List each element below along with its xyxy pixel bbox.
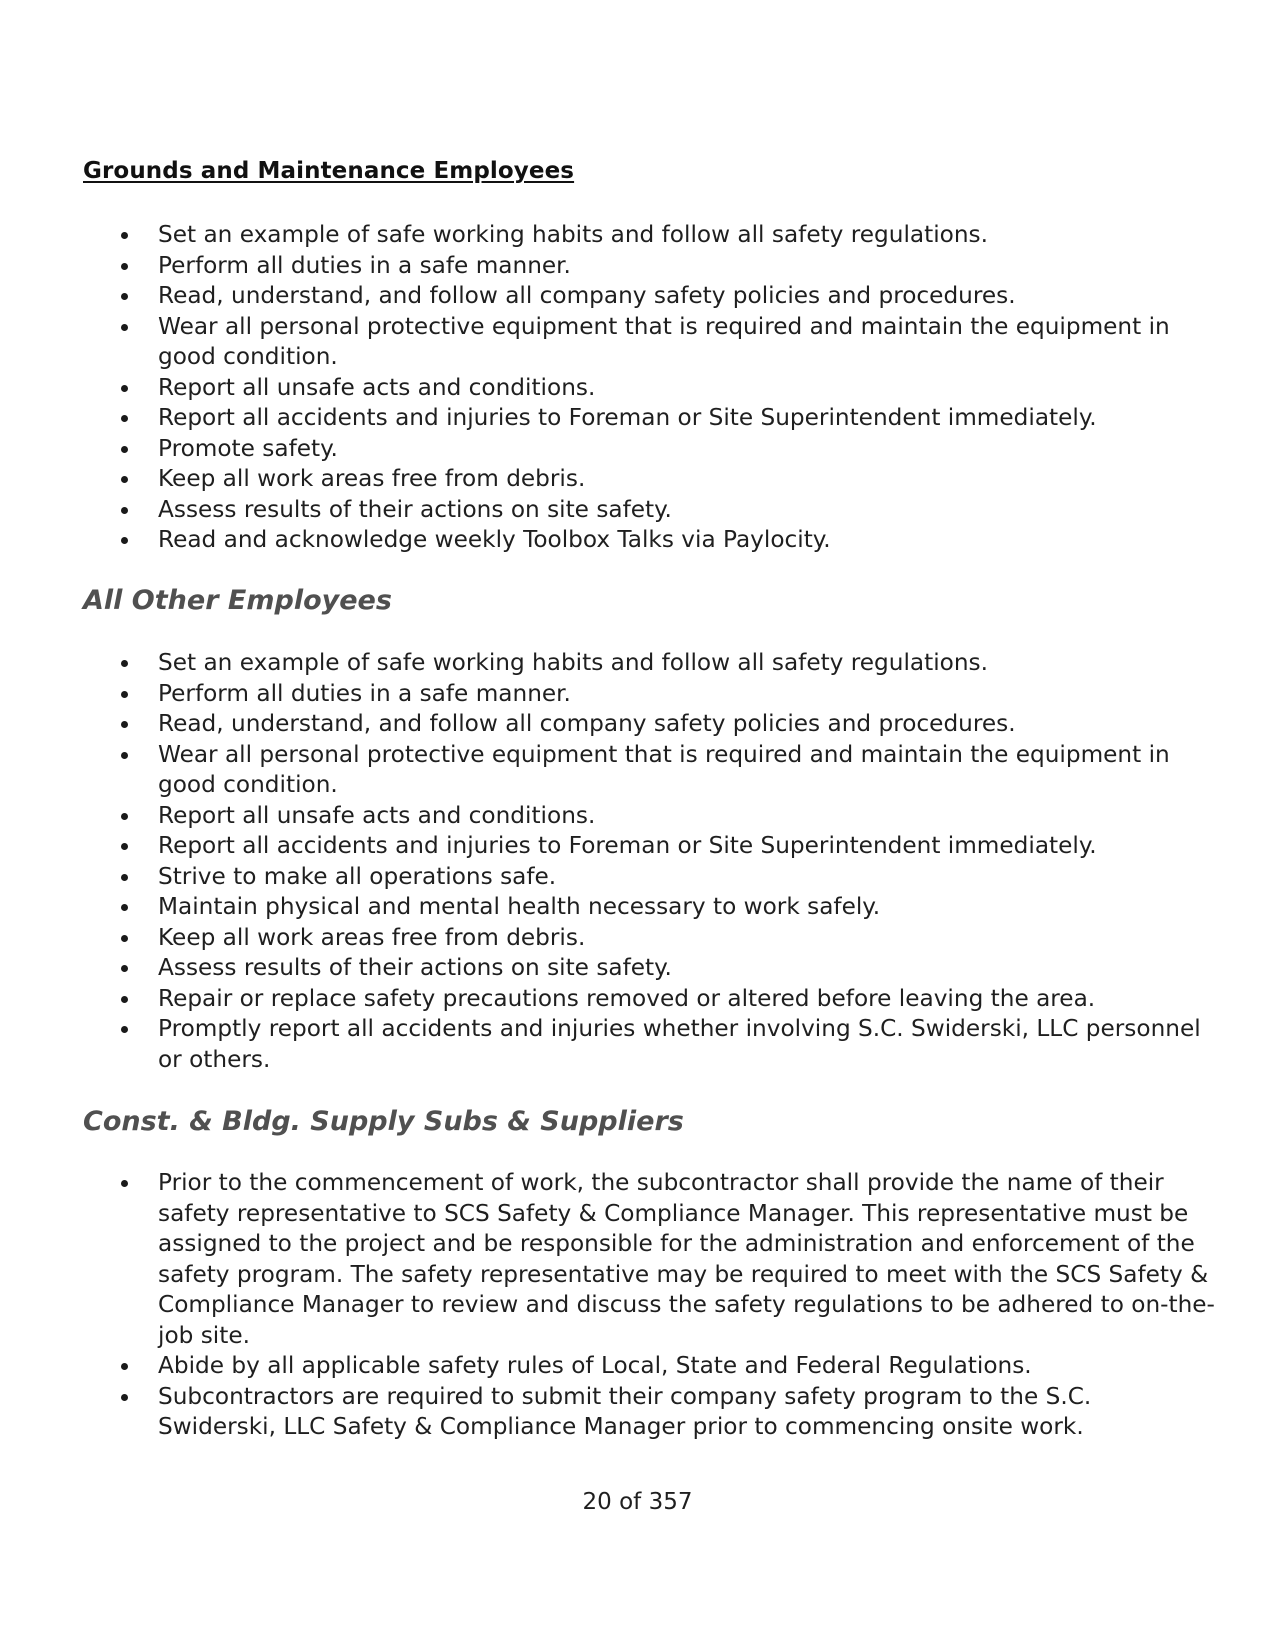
page-number: 20 of 357	[582, 1489, 693, 1515]
list-item: Wear all personal protective equipment that is required and maintain the equipment in good condition.	[0, 312, 1275, 373]
list-item: Strive to make all operations safe.	[0, 862, 1275, 893]
list-item: Assess results of their actions on site safety.	[0, 953, 1275, 984]
list-item: Set an example of safe working habits and follow all safety regulations.	[0, 648, 1275, 679]
list-item: Report all accidents and injuries to Foreman or Site Superintendent immediately.	[0, 831, 1275, 862]
list-item: Prior to the commencement of work, the subcontractor shall provide the name of their safety representative to SCS Safety & Compliance Manager. This representative must be assigned to the project and be responsible for the administration and enforcement of the safety program. The safety representative may be required to meet with the SCS Safety & Compliance Manager to review and discuss the safety regulations to be adhered to on-the-job site.	[0, 1168, 1275, 1351]
grounds-maintenance-list	[0, 220, 1275, 556]
list-item: Read, understand, and follow all company safety policies and procedures.	[0, 709, 1275, 740]
list-item: Promptly report all accidents and injuries whether involving S.C. Swiderski, LLC personnel or others.	[0, 1014, 1275, 1075]
subs-suppliers-heading: Const. & Bldg. Supply Subs & Suppliers	[83, 1106, 684, 1137]
list-item: Repair or replace safety precautions removed or altered before leaving the area.	[0, 984, 1275, 1015]
list-item: Promote safety.	[0, 434, 1275, 465]
list-item: Perform all duties in a safe manner.	[0, 251, 1275, 282]
list-item: Subcontractors are required to submit their company safety program to the S.C. Swiderski, LLC Safety & Compliance Manager prior to commencing onsite work.	[0, 1382, 1275, 1443]
all-other-employees-heading: All Other Employees	[83, 585, 392, 616]
list-item: Wear all personal protective equipment that is required and maintain the equipment in good condition.	[0, 740, 1275, 801]
all-other-employees-list	[0, 648, 1275, 1075]
list-item: Report all accidents and injuries to Foreman or Site Superintendent immediately.	[0, 403, 1275, 434]
list-item: Read, understand, and follow all company safety policies and procedures.	[0, 281, 1275, 312]
list-item: Read and acknowledge weekly Toolbox Talks via Paylocity.	[0, 525, 1275, 556]
grounds-maintenance-heading: Grounds and Maintenance Employees	[83, 158, 575, 184]
list-item: Keep all work areas free from debris.	[0, 464, 1275, 495]
list-item: Set an example of safe working habits and follow all safety regulations.	[0, 220, 1275, 251]
list-item: Report all unsafe acts and conditions.	[0, 801, 1275, 832]
list-item: Abide by all applicable safety rules of Local, State and Federal Regulations.	[0, 1351, 1275, 1382]
list-item: Perform all duties in a safe manner.	[0, 679, 1275, 710]
list-item: Assess results of their actions on site safety.	[0, 495, 1275, 526]
list-item: Keep all work areas free from debris.	[0, 923, 1275, 954]
subs-suppliers-list	[0, 1168, 1275, 1443]
list-item: Maintain physical and mental health necessary to work safely.	[0, 892, 1275, 923]
list-item: Report all unsafe acts and conditions.	[0, 373, 1275, 404]
